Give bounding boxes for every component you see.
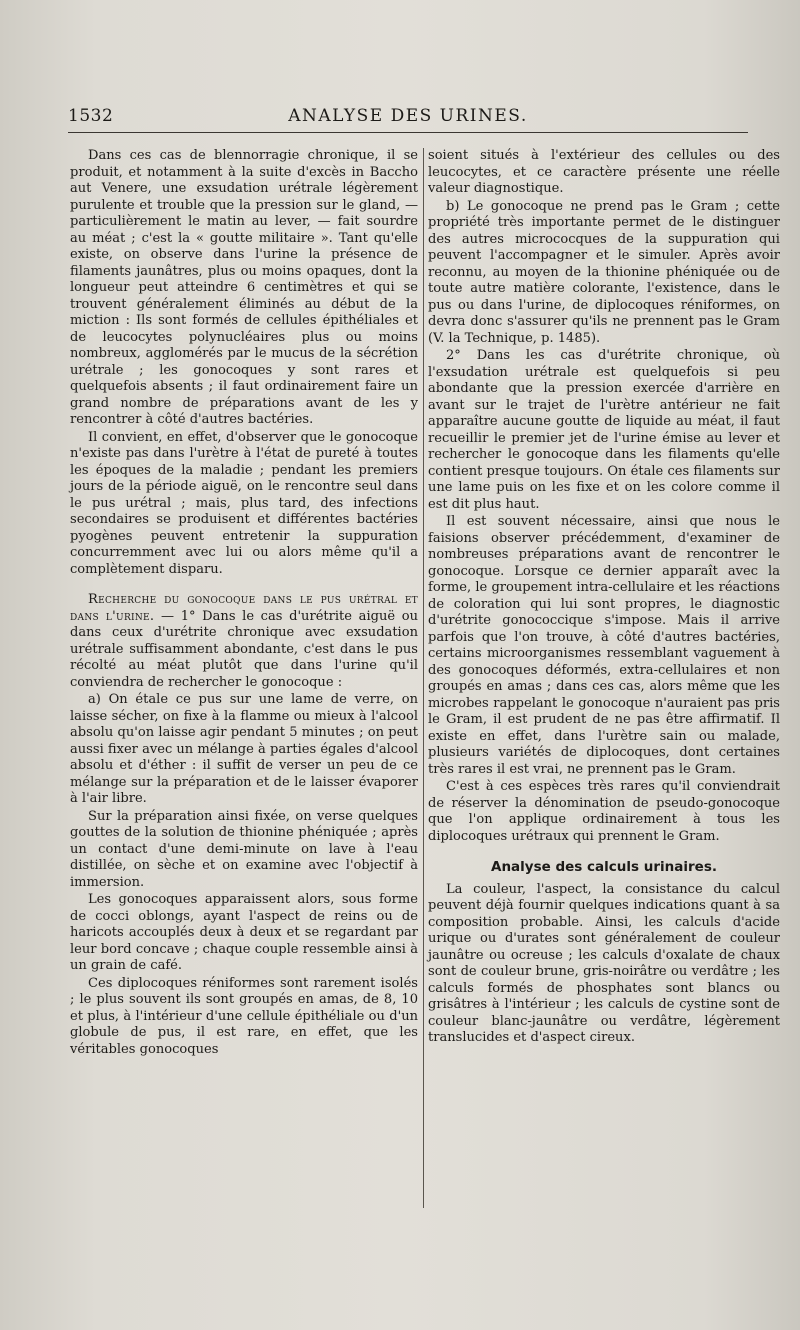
paragraph: Il convient, en effet, d'observer que le gonocoque n'existe pas dans l'urètre à l'état de pureté à toutes les époques de la maladie ; pendant les premiers jours de la période aiguë, on le rencontre seul dans le pus urétral ; mais, plus tard, des infections secondaires se produisent et différentes bactéries pyogènes peuvent entretenir la suppuration concurremment avec lui ou alors même qu'il a complètement disparu. bbox=[70, 429, 418, 577]
paragraph: 2° Dans les cas d'urétrite chronique, où l'exsudation urétrale est quelquefois si peu abondante que la pression exercée d'arrière en avant sur le trajet de l'urètre antérieur ne fait apparaître aucune goutte de liquide au méat, il faut recueillir le premier jet de l'urine émise au lever et rechercher le gonocoque dans les filaments qu'elle contient presque toujours. On étale ces filaments sur une lame puis on les fixe et on les colore comme il est dit plus haut. bbox=[428, 348, 780, 512]
paragraph: Ces diplocoques réniformes sont rarement isolés ; le plus souvent ils sont groupés en amas, de 8, 10 et plus, à l'intérieur d'une cellule épithéliale ou d'un globule de pus, il est rare, en effet, que les véritables gonocoques bbox=[70, 975, 418, 1057]
paragraph-with-heading bbox=[70, 592, 418, 691]
left-column bbox=[70, 148, 418, 1059]
paragraph: Dans ces cas de blennorragie chronique, il se produit, et notamment à la suite d'excès in Baccho aut Venere, une exsudation urétrale légèrement purulente et trouble que la pression sur le gland, — particulièrement le matin au lever, — fait sourdre au méat ; c'est la « goutte militaire ». Tant qu'elle existe, on observe dans l'urine la présence de filaments jaunâtres, plus ou moins opaques, dont la longueur peut atteindre 6 centimètres et qui se trouvent généralement éliminés au début de la miction : Ils sont formés de cellules épithéliales et de leucocytes polynucléaires plus ou moins nombreux, agglomérés par le mucus de la sécrétion urétrale ; les gonocoques y sont rares et quelquefois absents ; il faut ordinairement faire un grand nombre de préparations avant de les y rencontrer à côté d'autres bactéries. bbox=[70, 148, 418, 427]
inline-heading: Recherche du gonocoque dans le pus urétral et dans l'urine. bbox=[70, 592, 418, 624]
paragraph: La couleur, l'aspect, la consistance du calcul peuvent déjà fournir quelques indications quant à sa composition probable. Ainsi, les calculs d'acide urique ou d'urates sont généralement de couleur jaunâtre ou ocreuse ; les calculs d'oxalate de chaux sont de couleur brune, gris-noirâtre ou verdâtre ; les calculs formés de phosphates sont blancs ou grisâtres à l'intérieur ; les calculs de cystine sont de couleur blanc-jaunâtre ou verdâtre, légèrement translucides et d'aspect cireux. bbox=[428, 881, 780, 1045]
column-divider bbox=[423, 148, 424, 1208]
section-heading: Analyse des calculs urinaires. bbox=[491, 859, 717, 875]
paragraph: soient situés à l'extérieur des cellules ou des leucocytes, et ce caractère présente une réelle valeur diagnostique. bbox=[428, 148, 780, 196]
paragraph: Sur la préparation ainsi fixée, on verse quelques gouttes de la solution de thionine phéniquée ; après un contact d'une demi-minute on lave à l'eau distillée, on sèche et on examine avec l'objectif à immersion. bbox=[70, 808, 418, 890]
running-title: ANALYSE DES URINES. bbox=[288, 106, 528, 126]
paragraph: C'est à ces espèces très rares qu'il conviendrait de réserver la dénomination de pseudo-gonocoque que l'on applique ordinairement à tous les diplocoques urétraux qui prennent le Gram. bbox=[428, 779, 780, 844]
paragraph: a) On étale ce pus sur une lame de verre, on laisse sécher, on fixe à la flamme ou mieux à l'alcool absolu qu'on laisse agir pendant 5 minutes ; on peut aussi fixer avec un mélange à parties égales d'alcool absolu et d'éther : il suffit de verser un peu de ce mélange sur la préparation et de le laisser évaporer à l'air libre. bbox=[70, 692, 418, 806]
paragraph: Les gonocoques apparaissent alors, sous forme de cocci oblongs, ayant l'aspect de reins ou de haricots accouplés deux à deux et se regardant par leur bord concave ; chaque couple ressemble ainsi à un grain de café. bbox=[70, 892, 418, 973]
paragraph-text: — 1° Dans le cas d'urétrite aiguë ou dans ceux d'urétrite chronique avec exsudation urétrale suffisamment abondante, c'est dans le pus récolté au méat plutôt que dans l'urine qu'il conviendra de rechercher le gonocoque : bbox=[70, 608, 418, 690]
page-header bbox=[68, 104, 748, 133]
paragraph: Il est souvent nécessaire, ainsi que nous le faisions observer précédemment, d'examiner de nombreuses préparations avant de rencontrer le gonocoque. Lorsque ce dernier apparaît avec la forme, le groupement intra-cellulaire et les réactions de coloration qui lui sont propres, le diagnostic d'urétrite gonococcique s'impose. Mais il arrive parfois que l'on trouve, à côté d'autres bactéries, certains microorganismes ressemblant vaguement à des gonocoques déformés, extra-cellulaires et non groupés en amas ; dans ces cas, alors même que les microbes rappelant le gonocoque n'auraient pas pris le Gram, il est prudent de ne pas être affirmatif. Il existe en effet, dans l'urètre sain ou malade, plusieurs variétés de diplocoques, dont certaines très rares il est vrai, ne prennent pas le Gram. bbox=[428, 514, 780, 777]
page-number: 1532 bbox=[68, 106, 114, 126]
right-column bbox=[428, 148, 780, 1048]
paragraph: b) Le gonocoque ne prend pas le Gram ; cette propriété très importante permet de le distinguer des autres micrococques de la suppuration qui peuvent l'accompagner et le simuler. Après avoir reconnu, au moyen de la thionine phéniquée ou de toute autre matière colorante, l'existence, dans le pus ou dans l'urine, de diplocoques réniformes, on devra donc s'assurer qu'ils ne prennent pas le Gram (V. la Technique, p. 1485). bbox=[428, 198, 780, 346]
